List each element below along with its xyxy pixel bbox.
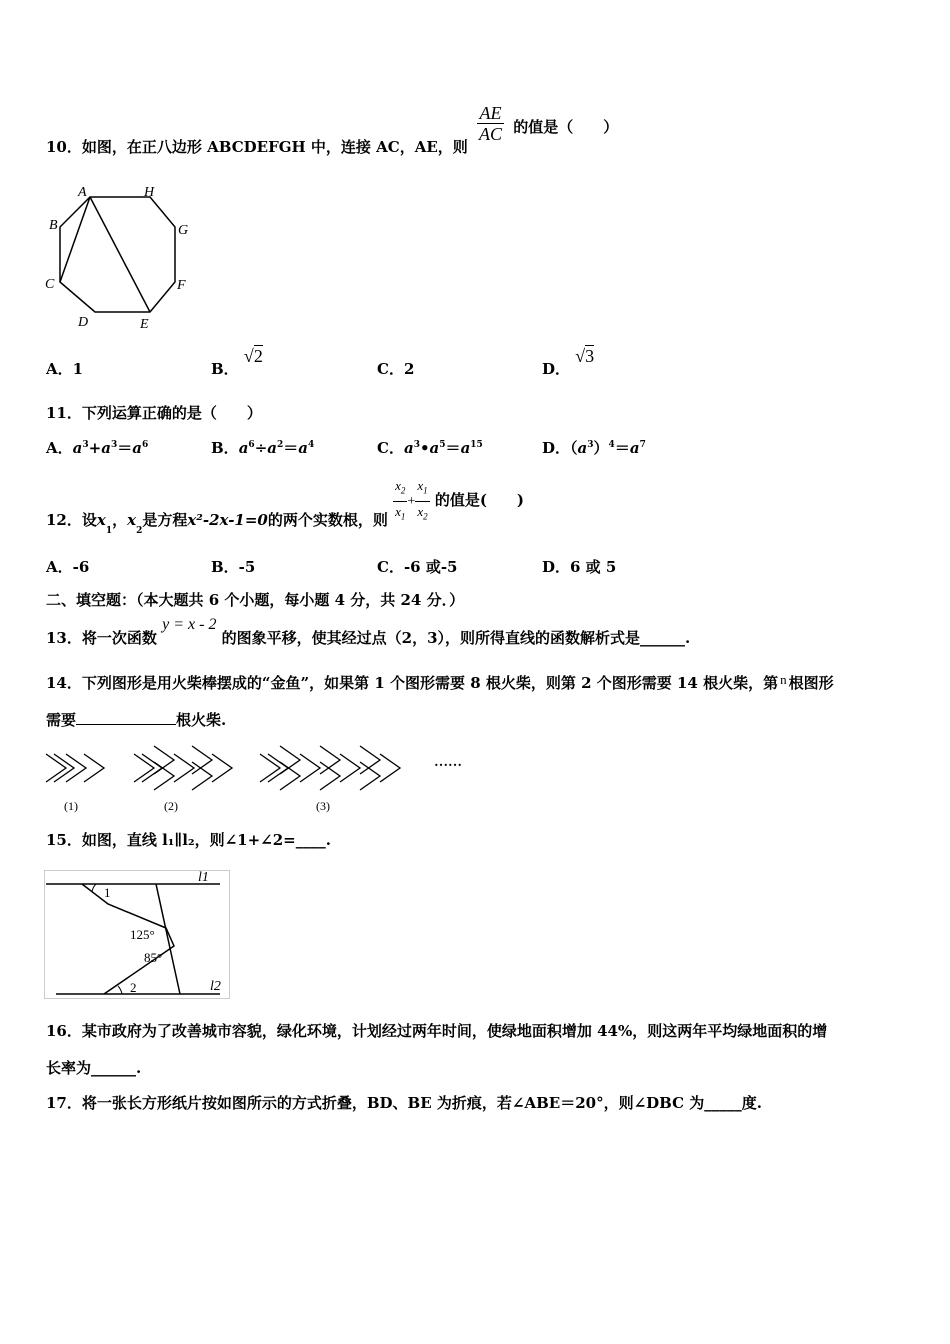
q12-frac-1: $\frac{x_2}{x_1}$ (395, 478, 406, 522)
q14-line2 (46, 710, 226, 730)
label-e: E (140, 317, 149, 332)
q12-option-d: D．6 或 5 (542, 558, 617, 576)
q14-answer-blank[interactable] (76, 724, 176, 725)
q14-line1-end: 根图形 (788, 674, 834, 692)
segment-ac (60, 197, 90, 282)
q10-option-d-label: D． (542, 360, 571, 378)
goldfish-figures (44, 740, 484, 815)
label-l2: l2 (210, 979, 221, 994)
q14-line2-start: 需要 (46, 711, 77, 729)
q15-stem: 15．如图，直线 l₁∥l₂，则∠1+∠2=____. (46, 831, 331, 849)
q12-post2: 的值是( ) (434, 491, 525, 510)
goldfish-1 (46, 754, 104, 782)
angle-1-label: 1 (104, 885, 111, 900)
angle-2-label: 2 (130, 980, 137, 995)
caption-1: (1) (64, 799, 78, 813)
q10-fraction (477, 103, 504, 144)
q14-line1 (46, 673, 834, 694)
q10-stem (46, 103, 619, 156)
angle-85-label: 85° (144, 950, 163, 965)
q13-stem (46, 614, 691, 647)
q12-frac-2: $\frac{x_1}{x_2}$ (417, 478, 428, 522)
q11-a-label: A． (46, 439, 73, 457)
q14-n: n (780, 672, 787, 687)
sqrt-2-value: 2 (253, 346, 263, 366)
label-l1: l1 (198, 870, 209, 885)
q10-stem-post: 的值是（ ） (513, 117, 619, 136)
q16-line2: 长率为______. (46, 1059, 142, 1077)
q12-option-b: B．-5 (211, 558, 256, 576)
label-b: B (49, 218, 58, 233)
label-g: G (178, 223, 189, 238)
caption-2: (2) (164, 799, 178, 813)
q10-stem-pre: 10．如图，在正八边形 ABCDEFGH 中，连接 AC，AE，则 (46, 137, 468, 156)
q11-b-label: B． (211, 439, 239, 457)
q10-option-d (542, 346, 595, 378)
q13-pre: 13．将一次函数 (46, 629, 157, 647)
label-h: H (144, 185, 155, 200)
q12-equation: x²-2x-1=0 (187, 511, 268, 530)
q12-post: 的两个实数根，则 (267, 511, 388, 530)
q10-frac-num: AE (477, 103, 504, 124)
sqrt-2: √2 (243, 346, 263, 366)
transversal (156, 884, 180, 994)
octagon-figure (40, 182, 220, 332)
q11-option-a: A．$a^3+a^3=a^6$ (46, 439, 149, 457)
q14-line2-end: 根火柴. (176, 711, 227, 729)
q11-c-label: C． (377, 439, 404, 457)
q10-option-b (211, 346, 263, 378)
q10-option-b-label: B． (211, 360, 239, 378)
octagon-shape (60, 197, 175, 312)
parallel-lines-figure (44, 870, 234, 1002)
q11-d-label: D． (542, 439, 571, 457)
q11-option-c: C．$a^3•a^5=a^{15}$ (377, 439, 483, 457)
q12-pre: 12．设 (46, 511, 97, 530)
q12-option-c: C．-6 或-5 (377, 558, 458, 576)
label-f: F (177, 278, 186, 293)
q10-frac-den: AC (479, 124, 503, 144)
q14-line1-text: 14．下列图形是用火柴棒摆成的“金鱼”，如果第 1 个图形需要 8 根火柴，则第 2 个图形需要 14 根火柴，第 (46, 674, 779, 692)
q12-option-a: A．-6 (46, 558, 90, 576)
label-c: C (45, 277, 55, 292)
angle-125-label: 125° (130, 927, 155, 942)
q11-stem: 11．下列运算正确的是（ ） (46, 404, 262, 422)
label-d: D (78, 315, 89, 330)
q13-post: 的图象平移，使其经过点（2，3），则所得直线的函数解析式是______. (221, 629, 691, 647)
q10-option-c: C．2 (377, 360, 415, 378)
goldfish-3 (260, 746, 400, 790)
segment-ae (90, 197, 150, 312)
q12-mid: 是方程 (142, 511, 188, 530)
goldfish-2 (134, 746, 232, 790)
q12-stem: 12．设$x_1$，$x_2$是方程x²-2x-1=0的两个实数根，则 $\frac{x_2}{x_1}$ + $\frac{x_1}{x_2}$ 的值是( ) (46, 478, 525, 537)
q10-option-a: A．1 (46, 360, 84, 378)
caption-3: (3) (316, 799, 330, 813)
section-2-heading: 二、填空题：（本大题共 6 个小题，每小题 4 分，共 24 分．） (46, 591, 465, 609)
sqrt-3-value: 3 (585, 346, 595, 366)
label-a: A (78, 185, 87, 200)
sqrt-3: √3 (575, 346, 595, 366)
q13-function: y = x - 2 (162, 616, 217, 633)
ellipsis: …… (434, 755, 462, 770)
q17-stem: 17．将一张长方形纸片按如图所示的方式折叠，BD、BE 为折痕，若∠ABE＝20°，则∠DBC 为_____度. (46, 1094, 763, 1112)
q16-line1: 16．某市政府为了改善城市容貌，绿化环境，计划经过两年时间，使绿地面积增加 44%，则这两年平均绿地面积的增 (46, 1022, 828, 1040)
q11-option-d: D．$(a^3)^4=a^7$ (542, 439, 646, 457)
q11-option-b: B．$a^6\div a^2=a^4$ (211, 439, 315, 457)
